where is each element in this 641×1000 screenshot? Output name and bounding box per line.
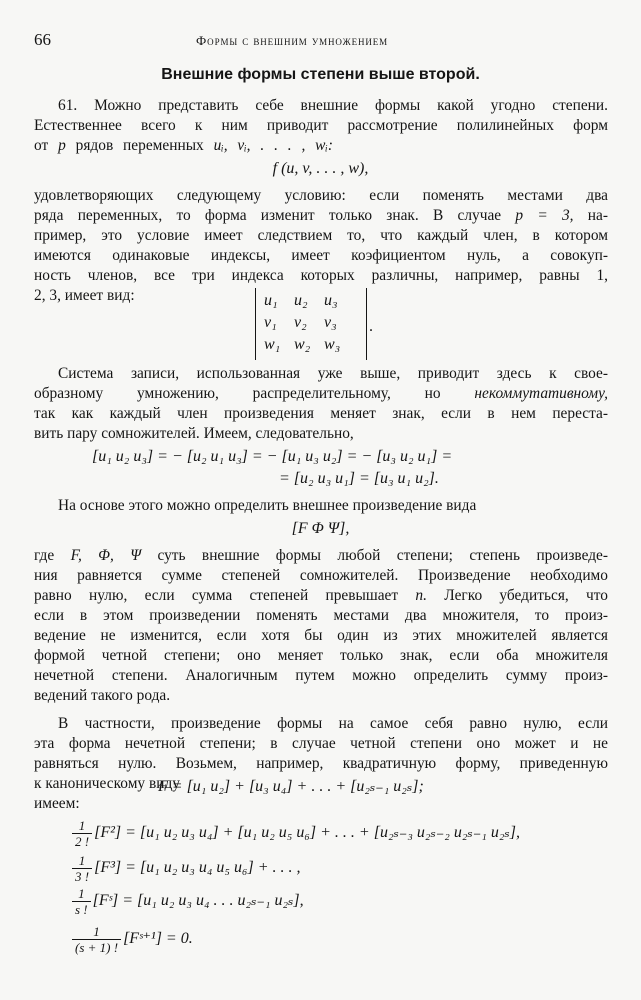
equation-permutations-1: [u₁ u₂ u₃] = − [u₂ u₁ u₃] = − [u₁ u₃ u₂] = − [u₃ u₂ u₁] = xyxy=(92,448,453,465)
para2-line3: пример, это условие имеет следствием то, что каждый член, в котором xyxy=(34,227,608,244)
equation-rhs: [Fˢ⁺¹] = 0. xyxy=(123,930,193,948)
equation-row xyxy=(72,818,520,849)
equation-row xyxy=(72,886,304,917)
para2-line2-b: на- xyxy=(587,207,608,224)
fraction-denominator: 3 ! xyxy=(75,869,90,884)
para1-vars: uᵢ, vᵢ, . . . , wᵢ: xyxy=(213,137,333,154)
determinant xyxy=(255,288,367,360)
para6-line3: равняться нулю. Возьмем, например, квадратичную форму, приведенную xyxy=(34,755,608,772)
fraction-numerator: 1 xyxy=(72,924,121,940)
para5-line8: ведений такого рода. xyxy=(34,687,171,704)
equation-row xyxy=(72,853,301,884)
para3-line4: вить пару сомножителей. Имеем, следовательно, xyxy=(34,425,354,442)
para6-line1: В частности, произведение формы на самое себя равно нулю, если xyxy=(58,715,608,732)
equation-permutations-2: = [u₂ u₃ u₁] = [u₃ u₁ u₂]. xyxy=(279,470,439,487)
det-cell: u₃ xyxy=(324,292,338,309)
para1-line2: Естественнее всего к ним приводит рассмотрение полилинейных форм xyxy=(34,117,608,134)
para1-p-var: p xyxy=(58,137,66,154)
equation-rhs: [F²] = [u₁ u₂ u₃ u₄] + [u₁ u₂ u₅ u₆] + . . . + [u₂ₛ₋₃ u₂ₛ₋₂ u₂ₛ₋₁ u₂ₛ], xyxy=(94,824,520,842)
equation-canonical: F = [u₁ u₂] + [u₃ u₄] + . . . + [u₂ₛ₋₁ u₂ₛ]; xyxy=(158,778,424,795)
para2-line6: 2, 3, имеет вид: xyxy=(34,287,135,304)
det-cell: v₂ xyxy=(294,314,307,331)
equation-row xyxy=(72,924,193,955)
para3-emphasis: некоммутативному, xyxy=(474,385,608,402)
det-cell: v₁ xyxy=(264,314,277,331)
det-cell: w₁ xyxy=(264,336,281,353)
para1-line1: 61. Можно представить себе внешние формы какой угодно степени. xyxy=(58,97,608,114)
para3-line2-a: образному умножению, распределительному, но xyxy=(34,385,441,402)
section-title: Внешние формы степени выше второй. xyxy=(161,66,480,83)
para5-line3-a: равно нулю, если сумма степеней превышает xyxy=(34,587,399,604)
para1-line3-a: от xyxy=(34,137,49,154)
formula-f: f (u, v, . . . , w), xyxy=(272,160,369,177)
fraction-numerator: 1 xyxy=(72,818,92,834)
para6-line4: к каноническому виду xyxy=(34,775,181,792)
para5-line1 xyxy=(34,546,608,566)
running-head: Формы с внешним умножением xyxy=(196,33,389,48)
para5-line3-b: Легко убедиться, что xyxy=(444,587,608,604)
para5-line4: если в этом произведении поменять местами два множителя, то произ- xyxy=(34,607,608,624)
det-cell: u₁ xyxy=(264,292,278,309)
equation-rhs: [Fˢ] = [u₁ u₂ u₃ u₄ . . . u₂ₛ₋₁ u₂ₛ], xyxy=(92,892,304,910)
det-cell: v₃ xyxy=(324,314,337,331)
para2-eq: p = 3, xyxy=(515,207,574,224)
para2-line2 xyxy=(34,206,608,226)
determinant-period: . xyxy=(369,318,373,335)
det-cell: u₂ xyxy=(294,292,308,309)
para5-line1-b: суть внешние формы любой степени; степень произведе- xyxy=(157,547,608,564)
fraction-numerator: 1 xyxy=(72,853,92,869)
fraction-denominator: 2 ! xyxy=(75,834,90,849)
para5-line3 xyxy=(34,586,608,606)
label-we-have: имеем: xyxy=(34,795,80,812)
fraction xyxy=(72,886,91,917)
para5-line5: ведение не изменится, если хотя бы один из этих множителей является xyxy=(34,627,608,644)
para2-line5: ность членов, все три индекса которых различны, например, равны 1, xyxy=(34,267,608,284)
para2-line4: имеются одинаковые индексы, имеет коэфициентом нуль, а совокуп- xyxy=(34,247,608,264)
para4-line1: На основе этого можно определить внешнее произведение вида xyxy=(58,497,477,514)
fraction-denominator: (s + 1) ! xyxy=(75,940,119,955)
det-cell: w₃ xyxy=(324,336,341,353)
para6-line2: эта форма нечетной степени; в случае четной степени оно может и не xyxy=(34,735,608,752)
para1-line3-b: рядов переменных xyxy=(75,137,204,154)
para2-line2-a: ряда переменных, то форма изменит только знак. В случае xyxy=(34,207,502,224)
para3-line2 xyxy=(34,384,608,404)
para3-line3: так как каждый член произведения меняет знак, если в нем переста- xyxy=(34,405,608,422)
para5-line2: ния равняется сумме степеней сомножителей. Произведение необходимо xyxy=(34,567,608,584)
para1-line3 xyxy=(34,136,608,156)
para5-n-var: n. xyxy=(415,587,427,604)
fraction xyxy=(72,818,92,849)
formula-product: [F Φ Ψ], xyxy=(291,520,350,537)
para3-line1: Система записи, использованная уже выше, приводит здесь к свое- xyxy=(58,365,608,382)
fraction xyxy=(72,853,92,884)
fraction-denominator: s ! xyxy=(75,902,88,917)
para5-line1-a: где xyxy=(34,547,55,564)
equation-rhs: [F³] = [u₁ u₂ u₃ u₄ u₅ u₆] + . . . , xyxy=(94,859,301,877)
det-cell: w₂ xyxy=(294,336,311,353)
fraction xyxy=(72,924,121,955)
page-number: 66 xyxy=(34,30,51,49)
para5-line6: формой четной степени; оно меняет только знак, если оба множителя xyxy=(34,647,608,664)
fraction-numerator: 1 xyxy=(72,886,91,902)
para5-line7: нечетной степени. Аналогичным путем можно определить сумму произ- xyxy=(34,667,608,684)
para5-vars: F, Φ, Ψ xyxy=(70,547,142,564)
para2-line1: удовлетворяющих следующему условию: если поменять местами два xyxy=(34,187,608,204)
